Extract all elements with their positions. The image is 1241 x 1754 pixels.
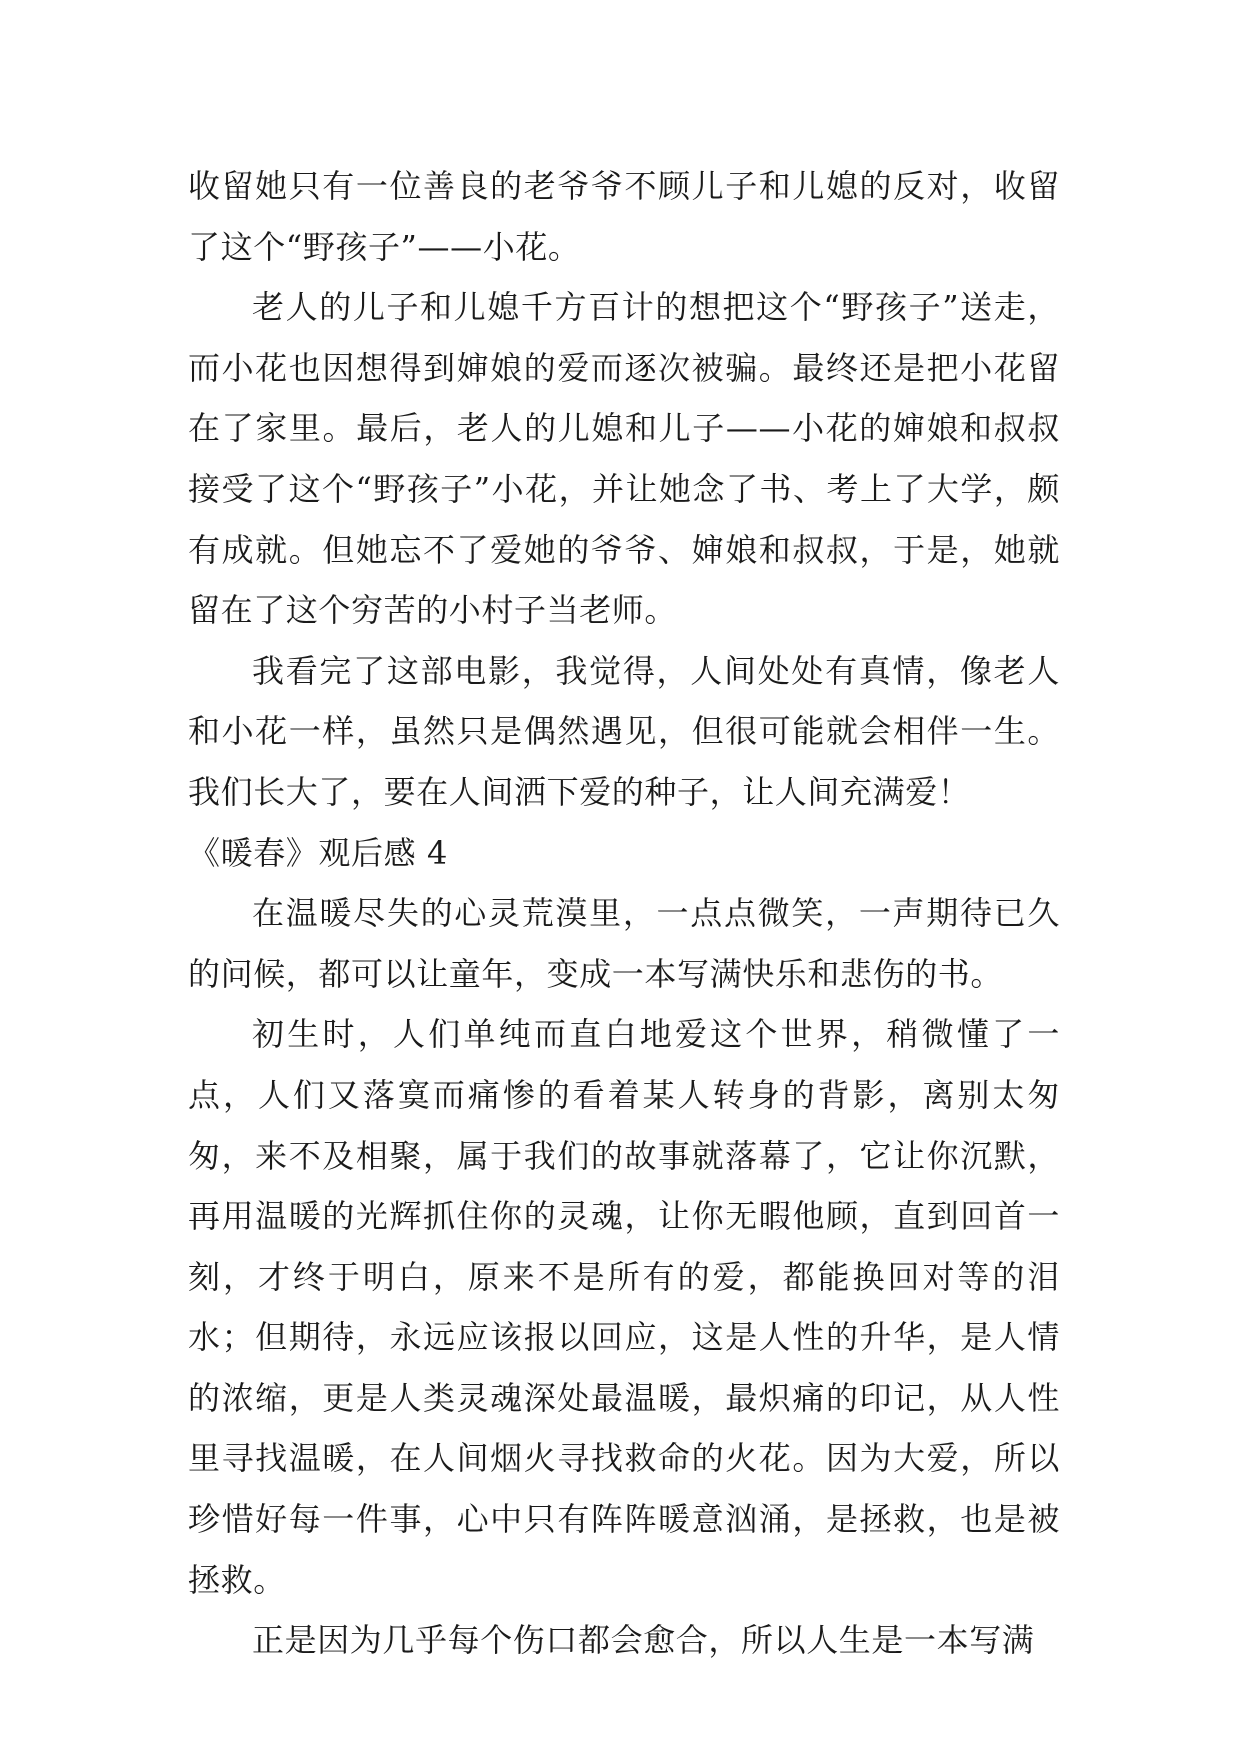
paragraph: 收留她只有一位善良的老爷爷不顾儿子和儿媳的反对，收留了这个“野孩子”——小花。	[188, 167, 1060, 266]
document-body	[188, 156, 1060, 1671]
paragraph: 正是因为几乎每个伤口都会愈合，所以人生是一本写满	[252, 1621, 1035, 1660]
paragraph: 初生时，人们单纯而直白地爱这个世界，稍微懂了一点，人们又落寞而痛惨的看着某人转身的背影，离别太匆匆，来不及相聚，属于我们的故事就落幕了，它让你沉默，再用温暖的光辉抓住你的灵魂，让你无暇他顾，直到回首一刻，才终于明白，原来不是所有的爱，都能换回对等的泪水；但期待，永远应该报以回应，这是人性的升华，是人情的浓缩，更是人类灵魂深处最温暖，最炽痛的印记，从人性里寻找温暖，在人间烟火寻找救命的火花。因为大爱，所以珍惜好每一件事，心中只有阵阵暖意汹涌，是拯救，也是被拯救。	[188, 1015, 1060, 1599]
paragraph: 我看完了这部电影，我觉得，人间处处有真情，像老人和小花一样，虽然只是偶然遇见，但很可能就会相伴一生。我们长大了，要在人间洒下爱的种子，让人间充满爱！	[188, 651, 1060, 811]
paragraph: 在温暖尽失的心灵荒漠里，一点点微笑，一声期待已久的问候，都可以让童年，变成一本写满快乐和悲伤的书。	[188, 894, 1060, 993]
section-heading: 《暖春》观后感 4	[188, 833, 448, 872]
paragraph: 老人的儿子和儿媳千方百计的想把这个“野孩子”送走，而小花也因想得到婶娘的爱而逐次被骗。最终还是把小花留在了家里。最后，老人的儿媳和儿子——小花的婶娘和叔叔接受了这个“野孩子”小花，并让她念了书、考上了大学，颇有成就。但她忘不了爱她的爷爷、婶娘和叔叔，于是，她就留在了这个穷苦的小村子当老师。	[188, 288, 1060, 630]
